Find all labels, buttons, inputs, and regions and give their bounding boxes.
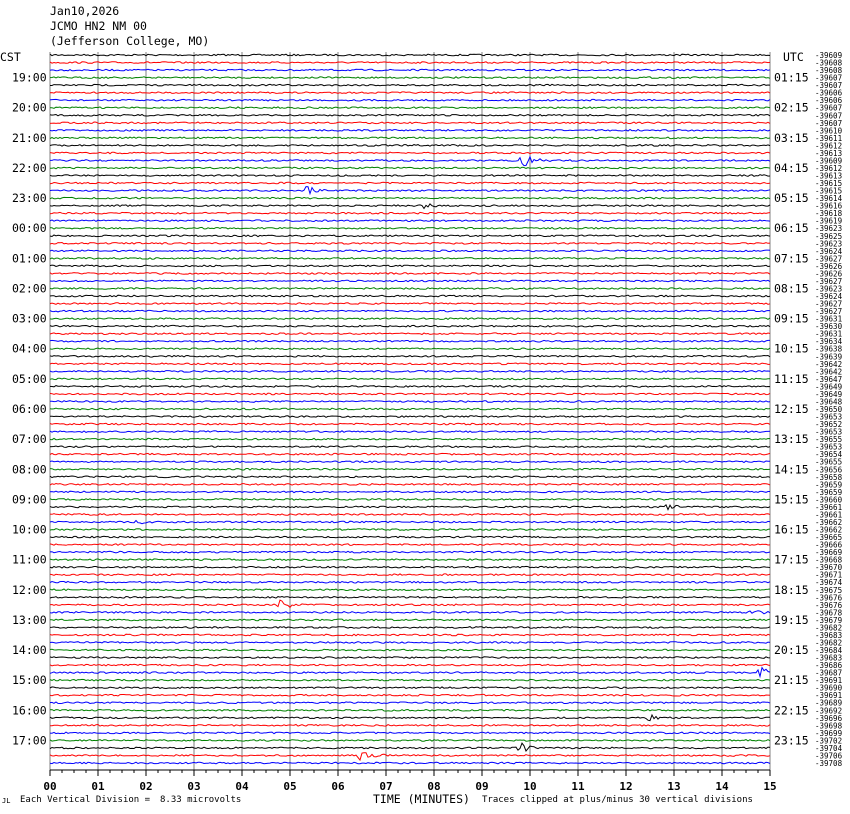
left-hour-label: 22:00 [12, 160, 47, 175]
trace-offset-label: -39666 [815, 540, 843, 550]
seismic-trace [50, 551, 770, 553]
seismic-trace [50, 378, 770, 380]
seismic-trace [50, 521, 770, 524]
trace-offset-label: -39642 [815, 367, 843, 377]
right-hour-label: 13:15 [774, 432, 809, 447]
seismic-trace [50, 702, 770, 704]
trace-offset-label: -39704 [815, 743, 843, 753]
seismic-trace [50, 679, 770, 681]
trace-offset-label: -39623 [815, 284, 843, 294]
trace-offset-label: -39682 [815, 623, 843, 633]
seismic-trace [50, 649, 770, 651]
trace-offset-label: -39675 [815, 585, 843, 595]
seismic-trace [50, 574, 770, 576]
left-hour-label: 19:00 [12, 70, 47, 85]
trace-offset-label: -39650 [815, 405, 843, 414]
right-timezone-label: UTC [783, 50, 804, 64]
seismic-trace [50, 461, 770, 463]
trace-offset-label: -39648 [815, 397, 843, 407]
trace-offset-label: -39708 [815, 759, 843, 768]
left-hour-label: 02:00 [12, 281, 47, 296]
left-hour-label: 04:00 [12, 341, 47, 356]
seismic-trace [50, 99, 770, 101]
seismic-trace [50, 544, 770, 546]
seismic-trace [50, 167, 770, 169]
x-tick-label: 01 [91, 780, 105, 793]
seismic-trace [50, 393, 770, 395]
trace-offset-label: -39624 [815, 292, 843, 302]
trace-offset-label: -39613 [815, 148, 843, 158]
trace-offset-label: -39625 [815, 231, 843, 241]
trace-offset-label: -39653 [815, 442, 843, 452]
trace-offset-label: -39669 [815, 548, 843, 558]
trace-offset-label: -39649 [815, 382, 843, 392]
right-hour-label: 09:15 [774, 311, 809, 326]
seismic-trace [50, 431, 770, 433]
right-hour-label: 22:15 [774, 703, 809, 718]
x-tick-label: 14 [715, 780, 729, 793]
trace-offset-label: -39661 [815, 510, 843, 520]
trace-offset-label: -39662 [815, 525, 843, 535]
seismic-trace [50, 265, 770, 267]
seismic-trace [50, 611, 770, 614]
right-hour-label: 11:15 [774, 371, 809, 386]
left-hour-label: 06:00 [12, 402, 47, 416]
seismic-trace [50, 589, 770, 591]
scale-label: Each Vertical Division = [20, 795, 151, 805]
left-hour-label: 07:00 [12, 432, 47, 447]
trace-offset-label: -39668 [815, 555, 843, 565]
trace-offset-label: -39687 [815, 668, 843, 678]
trace-offset-label: -39691 [815, 676, 843, 686]
seismic-trace [50, 92, 770, 94]
scale-value: 8.33 microvolts [160, 795, 242, 805]
trace-offset-label: -39612 [815, 163, 843, 173]
left-hour-label: 20:00 [12, 100, 47, 115]
seismic-trace [50, 438, 770, 440]
x-axis-label: TIME (MINUTES) [373, 792, 470, 806]
seismic-trace [50, 295, 770, 297]
right-hour-label: 06:15 [774, 221, 809, 236]
trace-offset-label: -39656 [815, 465, 843, 475]
trace-offset-label: -39658 [815, 472, 843, 482]
trace-offset-label: -39607 [815, 111, 843, 121]
trace-offset-label: -39661 [815, 502, 843, 512]
x-tick-label: 04 [235, 780, 249, 793]
trace-offset-label: -39615 [815, 179, 843, 189]
seismic-trace [50, 77, 770, 79]
seismic-trace [50, 627, 770, 629]
seismic-trace [50, 303, 770, 305]
left-hour-label: 00:00 [12, 221, 47, 236]
seismic-trace [50, 310, 770, 312]
seismic-trace [50, 187, 770, 194]
seismic-trace [50, 762, 770, 764]
trace-offset-label: -39608 [815, 58, 843, 68]
trace-offset-label: -39627 [815, 307, 843, 317]
seismic-trace [50, 107, 770, 109]
seismic-trace [50, 235, 770, 237]
right-hour-label: 14:15 [774, 462, 809, 477]
trace-offset-label: -39670 [815, 563, 843, 573]
seismic-trace [50, 363, 770, 365]
x-tick-label: 02 [139, 780, 153, 793]
right-hour-label: 08:15 [774, 281, 809, 296]
seismic-trace [50, 476, 770, 478]
trace-offset-label: -39678 [815, 608, 843, 618]
seismic-trace [50, 664, 770, 666]
seismic-trace [50, 130, 770, 132]
seismic-trace [50, 505, 770, 510]
trace-offset-label: -39696 [815, 713, 843, 723]
seismic-trace [50, 152, 770, 154]
seismic-trace [50, 175, 770, 177]
seismic-trace [50, 204, 770, 209]
left-hour-label: 05:00 [12, 371, 47, 386]
x-tick-label: 09 [475, 780, 489, 793]
x-tick-label: 03 [187, 780, 201, 793]
trace-offset-label: -39630 [815, 322, 843, 332]
trace-offset-label: -39638 [815, 344, 843, 354]
right-hour-label: 23:15 [774, 733, 809, 748]
left-hour-label: 11:00 [12, 552, 47, 567]
seismic-trace [50, 514, 770, 516]
seismic-trace [50, 69, 770, 71]
site-label: (Jefferson College, MO) [50, 34, 210, 48]
seismic-trace [50, 529, 770, 531]
left-hour-label: 17:00 [12, 733, 47, 748]
seismic-trace [50, 499, 770, 501]
trace-offset-label: -39609 [815, 156, 843, 166]
x-tick-label: 10 [523, 780, 537, 793]
trace-offset-label: -39692 [815, 706, 843, 716]
trace-offset-label: -39627 [815, 299, 843, 309]
trace-offset-label: -39607 [815, 73, 843, 83]
seismic-trace [50, 250, 770, 252]
seismic-trace [50, 197, 770, 199]
seismic-trace [50, 642, 770, 644]
seismic-trace [50, 469, 770, 471]
seismic-trace [50, 220, 770, 222]
trace-offset-label: -39679 [815, 615, 843, 625]
seismic-trace [50, 416, 770, 418]
seismic-trace [50, 491, 770, 493]
trace-offset-label: -39611 [815, 133, 843, 143]
left-hour-label: 13:00 [12, 612, 47, 627]
seismic-trace [50, 668, 770, 677]
trace-offset-label: -39623 [815, 224, 843, 234]
left-hour-label: 09:00 [12, 492, 47, 507]
seismic-trace [50, 227, 770, 229]
right-hour-label: 02:15 [774, 100, 809, 115]
seismic-trace [50, 732, 770, 734]
trace-offset-label: -39627 [815, 254, 843, 264]
trace-offset-label: -39659 [815, 487, 843, 497]
seismic-trace [50, 740, 770, 742]
right-hour-label: 12:15 [774, 402, 809, 416]
seismic-trace [50, 333, 770, 335]
seismic-trace [50, 634, 770, 636]
clip-note: Traces clipped at plus/minus 30 vertical divisions [482, 795, 753, 805]
x-tick-label: 15 [763, 780, 777, 793]
trace-offset-label: -39686 [815, 661, 843, 671]
right-hour-label: 18:15 [774, 582, 809, 597]
x-tick-label: 12 [619, 780, 633, 793]
trace-offset-label: -39639 [815, 352, 843, 362]
seismic-trace [50, 423, 770, 425]
seismic-trace [50, 288, 770, 290]
trace-offset-label: -39671 [815, 570, 843, 580]
trace-offset-label: -39653 [815, 427, 843, 437]
left-hour-label: 14:00 [12, 643, 47, 658]
trace-offset-label: -39683 [815, 653, 843, 663]
seismic-trace [50, 536, 770, 538]
seismic-trace [50, 84, 770, 86]
trace-offset-label: -39631 [815, 329, 843, 339]
seismic-trace [50, 145, 770, 147]
right-hour-label: 05:15 [774, 191, 809, 206]
left-hour-label: 23:00 [12, 191, 47, 206]
trace-offset-label: -39665 [815, 533, 843, 543]
seismic-trace [50, 600, 770, 607]
right-hour-label: 21:15 [774, 673, 809, 688]
date-label: Jan10,2026 [50, 4, 120, 18]
trace-offset-label: -39676 [815, 593, 843, 603]
seismic-trace [50, 484, 770, 486]
trace-offset-label: -39627 [815, 276, 843, 286]
seismic-trace [50, 386, 770, 388]
trace-offset-label: -39606 [815, 96, 843, 106]
x-tick-label: 11 [571, 780, 585, 793]
right-hour-label: 03:15 [774, 130, 809, 145]
seismic-trace [50, 371, 770, 373]
trace-offset-label: -39631 [815, 314, 843, 324]
trace-offset-label: -39706 [815, 751, 843, 761]
trace-offset-label: -39674 [815, 578, 843, 588]
seismic-trace [50, 62, 770, 64]
right-hour-label: 16:15 [774, 522, 809, 537]
trace-offset-label: -39607 [815, 118, 843, 128]
seismic-trace [50, 657, 770, 659]
left-hour-label: 10:00 [12, 522, 47, 537]
trace-offset-label: -39684 [815, 646, 843, 656]
trace-offset-label: -39614 [815, 194, 843, 204]
trace-offset-label: -39655 [815, 435, 843, 445]
right-hour-label: 17:15 [774, 552, 809, 567]
seismic-trace [50, 408, 770, 410]
trace-offset-label: -39607 [815, 81, 843, 91]
x-tick-label: 05 [283, 780, 297, 793]
right-hour-label: 20:15 [774, 643, 809, 658]
seismic-trace [50, 137, 770, 139]
trace-offset-label: -39624 [815, 246, 843, 256]
trace-offset-label: -39608 [815, 66, 843, 76]
x-tick-label: 13 [667, 780, 681, 793]
right-hour-label: 07:15 [774, 251, 809, 266]
seismic-trace [50, 597, 770, 599]
seismic-trace [50, 446, 770, 448]
trace-offset-label: -39647 [815, 374, 843, 384]
seismic-trace [50, 694, 770, 696]
left-timezone-label: CST [0, 50, 21, 64]
trace-offset-label: -39626 [815, 269, 843, 279]
trace-offset-label: -39642 [815, 359, 843, 369]
seismic-trace [50, 122, 770, 124]
trace-offset-label: -39698 [815, 721, 843, 731]
trace-offset-label: -39690 [815, 683, 843, 693]
left-hour-label: 03:00 [12, 311, 47, 326]
trace-offset-label: -39616 [815, 201, 843, 211]
trace-offset-label: -39702 [815, 736, 843, 746]
left-hour-label: 01:00 [12, 251, 47, 266]
trace-offset-label: -39689 [815, 698, 843, 708]
seismic-trace [50, 54, 770, 56]
seismic-trace [50, 566, 770, 568]
seismic-trace [50, 115, 770, 117]
right-hour-label: 04:15 [774, 160, 809, 175]
seismic-trace [50, 687, 770, 689]
corner-mark: JL [2, 797, 11, 805]
trace-offset-label: -39691 [815, 691, 843, 701]
seismic-trace [50, 743, 770, 751]
right-hour-label: 19:15 [774, 612, 809, 627]
trace-offset-label: -39610 [815, 126, 843, 136]
seismic-trace [50, 157, 770, 166]
station-label: JCMO HN2 NM 00 [50, 19, 147, 33]
seismic-trace [50, 325, 770, 327]
trace-offset-label: -39609 [815, 51, 843, 60]
trace-offset-label: -39659 [815, 480, 843, 490]
seismic-trace [50, 559, 770, 561]
trace-offset-label: -39682 [815, 638, 843, 648]
seismic-trace [50, 243, 770, 245]
seismic-trace [50, 725, 770, 727]
seismic-trace [50, 340, 770, 342]
trace-offset-label: -39623 [815, 239, 843, 249]
x-tick-label: 06 [331, 780, 345, 793]
seismic-trace [50, 453, 770, 455]
seismic-trace [50, 581, 770, 583]
seismic-trace [50, 182, 770, 184]
seismic-trace [50, 318, 770, 320]
seismic-trace [50, 710, 770, 712]
trace-offset-label: -39615 [815, 186, 843, 196]
trace-offset-label: -39683 [815, 630, 843, 640]
seismic-trace [50, 356, 770, 358]
seismic-trace [50, 619, 770, 621]
seismic-trace [50, 753, 770, 760]
right-hour-label: 15:15 [774, 492, 809, 507]
seismic-trace [50, 280, 770, 282]
trace-offset-label: -39676 [815, 600, 843, 610]
x-tick-label: 07 [379, 780, 393, 793]
seismic-trace [50, 212, 770, 214]
seismic-trace [50, 401, 770, 403]
left-hour-label: 21:00 [12, 130, 47, 145]
right-hour-label: 10:15 [774, 341, 809, 356]
trace-offset-label: -39699 [815, 728, 843, 738]
trace-offset-label: -39626 [815, 261, 843, 271]
right-hour-label: 01:15 [774, 70, 809, 85]
left-hour-label: 08:00 [12, 462, 47, 477]
x-tick-label: 08 [427, 780, 441, 793]
trace-offset-label: -39634 [815, 337, 843, 347]
seismic-trace [50, 348, 770, 350]
trace-offset-label: -39653 [815, 412, 843, 422]
trace-offset-label: -39612 [815, 141, 843, 151]
trace-offset-label: -39613 [815, 171, 843, 181]
trace-offset-label: -39654 [815, 450, 843, 460]
trace-offset-label: -39660 [815, 495, 843, 505]
x-tick-label: 00 [43, 780, 57, 793]
seismic-trace [50, 258, 770, 260]
seismic-trace [50, 273, 770, 275]
seismic-trace [50, 715, 770, 721]
trace-offset-label: -39619 [815, 216, 843, 226]
trace-offset-label: -39652 [815, 420, 843, 430]
trace-offset-label: -39655 [815, 457, 843, 467]
trace-offset-label: -39662 [815, 517, 843, 527]
trace-offset-label: -39649 [815, 389, 843, 399]
trace-offset-label: -39606 [815, 88, 843, 98]
left-hour-label: 15:00 [12, 673, 47, 688]
trace-offset-label: -39618 [815, 209, 843, 219]
left-hour-label: 12:00 [12, 582, 47, 597]
trace-offset-label: -39607 [815, 103, 843, 113]
left-hour-label: 16:00 [12, 703, 47, 718]
